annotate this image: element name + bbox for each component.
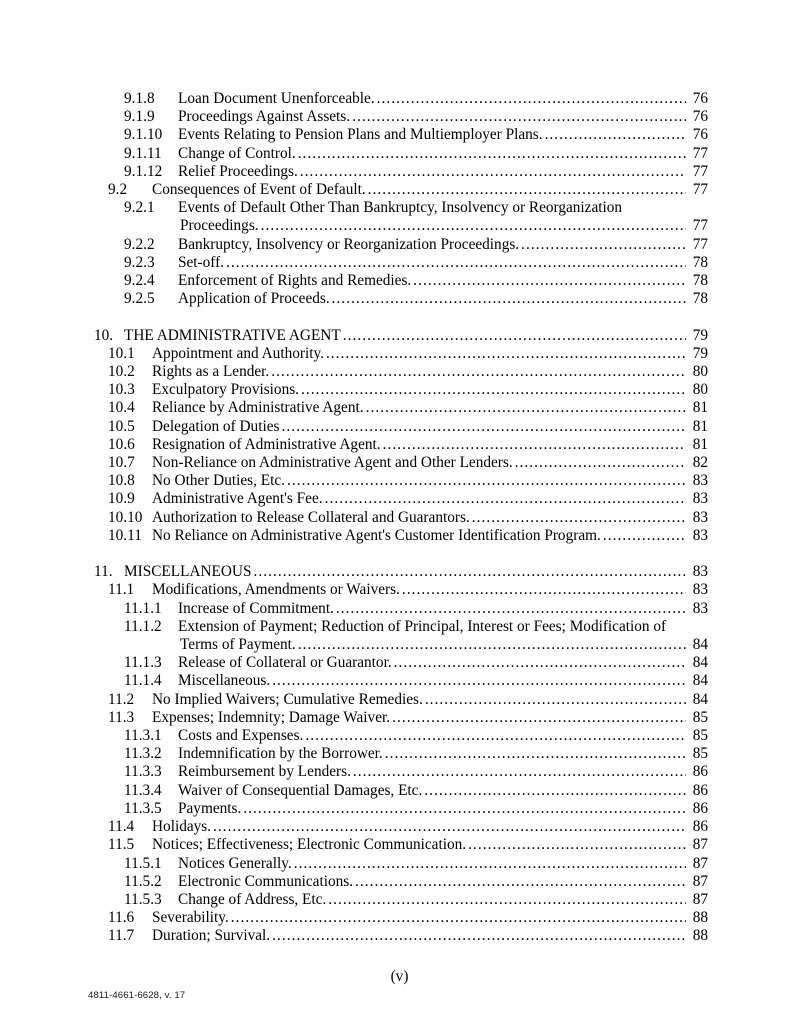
toc-entry-number: 9.2.3 [124, 253, 155, 271]
toc-dot-leader [472, 509, 686, 527]
toc-entry-title: MISCELLANEOUS [124, 563, 252, 581]
toc-entry-number: 10.2 [108, 363, 135, 381]
toc-entry[interactable] [92, 818, 708, 836]
toc-entry-number: 11.5.3 [124, 890, 162, 908]
toc-entry-number: 10.9 [108, 490, 135, 508]
toc-entry-title: Exculpatory Provisions. [152, 381, 300, 399]
toc-page-number: 80 [692, 381, 708, 399]
toc-page-number: 86 [692, 763, 708, 781]
toc-entry-title: Rights as a Lender. [152, 363, 270, 381]
toc-entry-title: Release of Collateral or Guarantor. [178, 654, 392, 672]
toc-page-number: 86 [692, 799, 708, 817]
toc-entry-number: 11.4 [108, 818, 135, 836]
toc-entry[interactable] [92, 581, 708, 599]
toc-entry[interactable] [92, 782, 708, 800]
toc-entry-title: Resignation of Administrative Agent. [152, 435, 381, 453]
toc-entry-title: Change of Control. [178, 144, 296, 162]
toc-dot-leader [328, 891, 686, 909]
toc-entry-number: 11.3.1 [124, 727, 162, 745]
toc-dot-leader [325, 490, 686, 508]
toc-dot-leader [366, 399, 686, 417]
toc-page-number: 83 [692, 472, 708, 490]
toc-dot-leader [332, 290, 686, 308]
toc-entry-title-continued: Proceedings. [180, 217, 259, 235]
toc-entry-number: 11.5.1 [124, 854, 162, 872]
toc-entry-title: Costs and Expenses. [178, 727, 304, 745]
toc-entry[interactable] [92, 418, 708, 436]
toc-entry-title-continued: Terms of Payment. [180, 636, 296, 654]
toc-page-number: 87 [692, 872, 708, 890]
toc-entry-number: 9.1.8 [124, 90, 155, 107]
toc-entry-number: 11. [94, 563, 113, 581]
toc-page-number: 85 [692, 727, 708, 745]
toc-entry-number: 11.5 [108, 836, 135, 854]
toc-entry-title: Increase of Commitment. [178, 599, 334, 617]
toc-entry[interactable] [92, 618, 708, 654]
toc-page-number: 85 [692, 745, 708, 763]
toc-entry-number: 10.4 [108, 399, 135, 417]
toc-page-number: 78 [692, 272, 708, 290]
toc-dot-leader [353, 763, 686, 781]
toc-dot-leader [287, 472, 686, 490]
toc-page-number: 84 [692, 672, 708, 690]
toc-page-number: 84 [692, 636, 708, 654]
toc-entry[interactable] [92, 381, 708, 399]
toc-entry-title: Indemnification by the Borrower. [178, 745, 383, 763]
toc-entry-number: 11.3.2 [124, 745, 162, 763]
toc-entry-title: Enforcement of Rights and Remedies. [178, 272, 412, 290]
toc-page-number: 77 [692, 162, 708, 180]
toc-page-number: 77 [692, 144, 708, 162]
toc-entry-title: Appointment and Authority. [152, 344, 324, 362]
toc-dot-leader [272, 927, 686, 945]
toc-entry[interactable] [92, 709, 708, 727]
toc-entry[interactable] [92, 873, 708, 891]
toc-entry-title: Loan Document Unenforceable. [178, 90, 375, 107]
toc-page-number: 83 [692, 581, 708, 599]
toc-entry[interactable] [92, 236, 708, 254]
toc-dot-leader [301, 381, 686, 399]
toc-page-number: 84 [692, 654, 708, 672]
toc-entry-title: Proceedings Against Assets. [178, 108, 351, 126]
toc-entry-title: Application of Proceeds. [178, 290, 330, 308]
toc-entry-title: Bankruptcy, Insolvency or Reorganization Proceedings. [178, 235, 520, 253]
toc-page-number: 81 [692, 435, 708, 453]
toc-entry-number: 10.7 [108, 454, 135, 472]
toc-entry-number: 11.3.5 [124, 799, 162, 817]
toc-page-number: 78 [692, 290, 708, 308]
toc-page-number: 88 [692, 909, 708, 927]
toc-entry-title: Reimbursement by Lenders. [178, 763, 351, 781]
toc-entry[interactable] [92, 600, 708, 618]
table-of-contents [92, 90, 708, 946]
toc-entry[interactable] [92, 563, 708, 581]
toc-dot-leader [298, 636, 686, 654]
toc-entry-title: Notices; Effectiveness; Electronic Communication. [152, 836, 467, 854]
toc-entry[interactable] [92, 163, 708, 181]
toc-entry-number: 9.1.10 [124, 126, 163, 144]
toc-page-number: 81 [692, 417, 708, 435]
toc-entry-title: Waiver of Consequential Damages, Etc. [178, 781, 423, 799]
toc-dot-leader [424, 782, 686, 800]
toc-entry[interactable] [92, 454, 708, 472]
toc-entry-title: Notices Generally. [178, 854, 292, 872]
toc-page-number: 78 [692, 253, 708, 271]
toc-entry[interactable] [92, 672, 708, 690]
toc-entry[interactable] [92, 363, 708, 381]
toc-dot-leader [226, 254, 686, 272]
toc-entry[interactable] [92, 509, 708, 527]
toc-dot-leader [231, 909, 686, 927]
toc-entry[interactable] [92, 181, 708, 199]
toc-page-number: 77 [692, 235, 708, 253]
toc-entry-title: Duration; Survival. [152, 927, 271, 945]
toc-entry-number: 11.3.3 [124, 763, 162, 781]
toc-entry[interactable] [92, 272, 708, 290]
toc-entry[interactable] [92, 199, 708, 235]
toc-dot-leader [336, 600, 686, 618]
toc-dot-leader [300, 163, 686, 181]
toc-entry-title: Delegation of Duties [152, 417, 280, 435]
toc-entry[interactable] [92, 327, 708, 345]
toc-entry-title: Reliance by Administrative Agent. [152, 399, 364, 417]
toc-entry-number: 10.11 [108, 526, 142, 544]
toc-entry[interactable] [92, 126, 708, 144]
toc-dot-leader [343, 327, 686, 345]
toc-page-number: 76 [692, 108, 708, 126]
toc-entry-title: THE ADMINISTRATIVE AGENT [124, 326, 341, 344]
toc-entry-title: Expenses; Indemnity; Damage Waiver. [152, 708, 391, 726]
toc-entry-number: 9.2.1 [124, 199, 155, 217]
toc-entry[interactable] [92, 290, 708, 308]
toc-entry-number: 10.8 [108, 472, 135, 490]
toc-dot-leader [294, 855, 686, 873]
toc-entry-number: 9.2.5 [124, 290, 155, 308]
toc-entry[interactable] [92, 727, 708, 745]
toc-page-number: 79 [692, 344, 708, 362]
toc-dot-leader [425, 691, 686, 709]
toc-entry[interactable] [92, 927, 708, 945]
toc-entry-title: Authorization to Release Collateral and Guarantors. [152, 508, 470, 526]
toc-entry[interactable] [92, 436, 708, 454]
toc-entry-number: 10.1 [108, 344, 135, 362]
toc-entry-number: 9.1.9 [124, 108, 155, 126]
toc-dot-leader [253, 563, 686, 581]
toc-dot-leader [281, 418, 686, 436]
toc-entry[interactable] [92, 691, 708, 709]
toc-entry-number: 11.1.1 [124, 599, 162, 617]
toc-entry-title: Extension of Payment; Reduction of Principal, Interest or Fees; Modification of [178, 617, 667, 635]
toc-entry[interactable] [92, 836, 708, 854]
toc-dot-leader [377, 90, 686, 108]
toc-entry-number: 11.1.2 [124, 617, 162, 635]
toc-entry[interactable] [92, 345, 708, 363]
toc-entry[interactable] [92, 527, 708, 545]
toc-entry-number: 10.5 [108, 417, 135, 435]
toc-dot-leader [383, 436, 686, 454]
toc-entry-number: 9.2.2 [124, 235, 155, 253]
toc-dot-leader [545, 126, 686, 144]
toc-entry-title: Administrative Agent's Fee. [152, 490, 323, 508]
toc-entry[interactable] [92, 490, 708, 508]
toc-dot-leader [521, 236, 686, 254]
toc-dot-leader [213, 818, 686, 836]
toc-entry[interactable] [92, 145, 708, 163]
toc-dot-leader [515, 454, 686, 472]
toc-entry-title: Events of Default Other Than Bankruptcy, Insolvency or Reorganization [178, 199, 623, 217]
toc-page-number: 81 [692, 399, 708, 417]
toc-entry-number: 11.1.4 [124, 672, 162, 690]
toc-page-number: 87 [692, 836, 708, 854]
toc-entry-number: 9.2.4 [124, 272, 155, 290]
toc-entry[interactable] [92, 891, 708, 909]
toc-dot-leader [326, 345, 686, 363]
toc-page-number: 80 [692, 363, 708, 381]
toc-page-number: 77 [692, 181, 708, 199]
toc-entry-number: 11.3 [108, 708, 135, 726]
toc-entry-title: Set-off. [178, 253, 225, 271]
toc-entry-number: 10.6 [108, 435, 135, 453]
toc-entry-title: Consequences of Event of Default. [152, 181, 366, 199]
toc-dot-leader [392, 709, 686, 727]
toc-entry-title: Severability. [152, 909, 229, 927]
toc-entry[interactable] [92, 763, 708, 781]
toc-entry[interactable] [92, 108, 708, 126]
toc-entry-number: 11.7 [108, 927, 135, 945]
toc-dot-leader [261, 217, 686, 235]
toc-entry-title: No Implied Waivers; Cumulative Remedies. [152, 690, 423, 708]
toc-entry-title: Payments. [178, 799, 242, 817]
toc-dot-leader [243, 800, 686, 818]
toc-entry[interactable] [92, 399, 708, 417]
toc-entry-title: No Reliance on Administrative Agent's Customer Identification Program. [152, 526, 601, 544]
toc-dot-leader [603, 527, 686, 545]
toc-entry-title: Non-Reliance on Administrative Agent and Other Lenders. [152, 454, 513, 472]
toc-entry[interactable] [92, 472, 708, 490]
toc-page-number: 83 [692, 526, 708, 544]
toc-page-number: 77 [692, 217, 708, 235]
toc-entry-title: Relief Proceedings. [178, 162, 298, 180]
toc-page-number: 83 [692, 599, 708, 617]
toc-dot-leader [271, 363, 686, 381]
toc-entry-number: 10.3 [108, 381, 135, 399]
toc-dot-leader [368, 181, 686, 199]
toc-entry-number: 11.3.4 [124, 781, 162, 799]
toc-entry-number: 10. [94, 326, 114, 344]
toc-entry-title: Modifications, Amendments or Waivers. [152, 581, 400, 599]
toc-entry-title: Holidays. [152, 818, 212, 836]
toc-dot-leader [352, 108, 686, 126]
toc-entry-number: 9.1.12 [124, 162, 163, 180]
toc-dot-leader [272, 672, 686, 690]
toc-page-number: 82 [692, 454, 708, 472]
toc-page-number: 88 [692, 927, 708, 945]
toc-entry-title: Electronic Communications. [178, 872, 354, 890]
toc-page-number: 86 [692, 781, 708, 799]
page-folio: (v) [390, 968, 409, 985]
toc-entry-number: 11.1 [108, 581, 135, 599]
toc-page-number: 76 [692, 90, 708, 107]
toc-page-number: 76 [692, 126, 708, 144]
toc-entry-number: 11.6 [108, 909, 135, 927]
toc-entry-title: No Other Duties, Etc. [152, 472, 285, 490]
toc-entry[interactable] [92, 654, 708, 672]
toc-page-number: 83 [692, 508, 708, 526]
toc-page-number: 86 [692, 818, 708, 836]
toc-dot-leader [355, 873, 686, 891]
toc-dot-leader [385, 745, 686, 763]
toc-entry-title: Events Relating to Pension Plans and Multiemployer Plans. [178, 126, 543, 144]
toc-page-number: 84 [692, 690, 708, 708]
toc-dot-leader [468, 836, 686, 854]
toc-entry-title: Change of Address, Etc. [178, 890, 327, 908]
toc-entry-number: 9.1.11 [124, 144, 162, 162]
toc-entry[interactable] [92, 855, 708, 873]
toc-dot-leader [413, 272, 686, 290]
toc-entry-number: 10.10 [108, 508, 143, 526]
toc-dot-leader [394, 654, 686, 672]
toc-dot-leader [402, 581, 686, 599]
toc-entry[interactable] [92, 909, 708, 927]
toc-page-number: 83 [692, 490, 708, 508]
toc-entry[interactable] [92, 800, 708, 818]
toc-page-number: 79 [692, 326, 708, 344]
toc-entry-number: 11.2 [108, 690, 135, 708]
toc-page-number: 87 [692, 854, 708, 872]
toc-dot-leader [305, 727, 686, 745]
toc-dot-leader [298, 145, 686, 163]
toc-page-number: 87 [692, 890, 708, 908]
toc-page-number: 85 [692, 708, 708, 726]
toc-entry-title: Miscellaneous. [178, 672, 271, 690]
toc-entry-number: 11.5.2 [124, 872, 162, 890]
toc-entry-number: 9.2 [108, 181, 128, 199]
toc-entry-number: 11.1.3 [124, 654, 162, 672]
document-id-footer: 4811-4661-6628, v. 17 [88, 990, 186, 1001]
toc-entry[interactable] [92, 745, 708, 763]
toc-entry[interactable] [92, 90, 708, 108]
toc-entry[interactable] [92, 254, 708, 272]
toc-page-number: 83 [692, 563, 708, 581]
